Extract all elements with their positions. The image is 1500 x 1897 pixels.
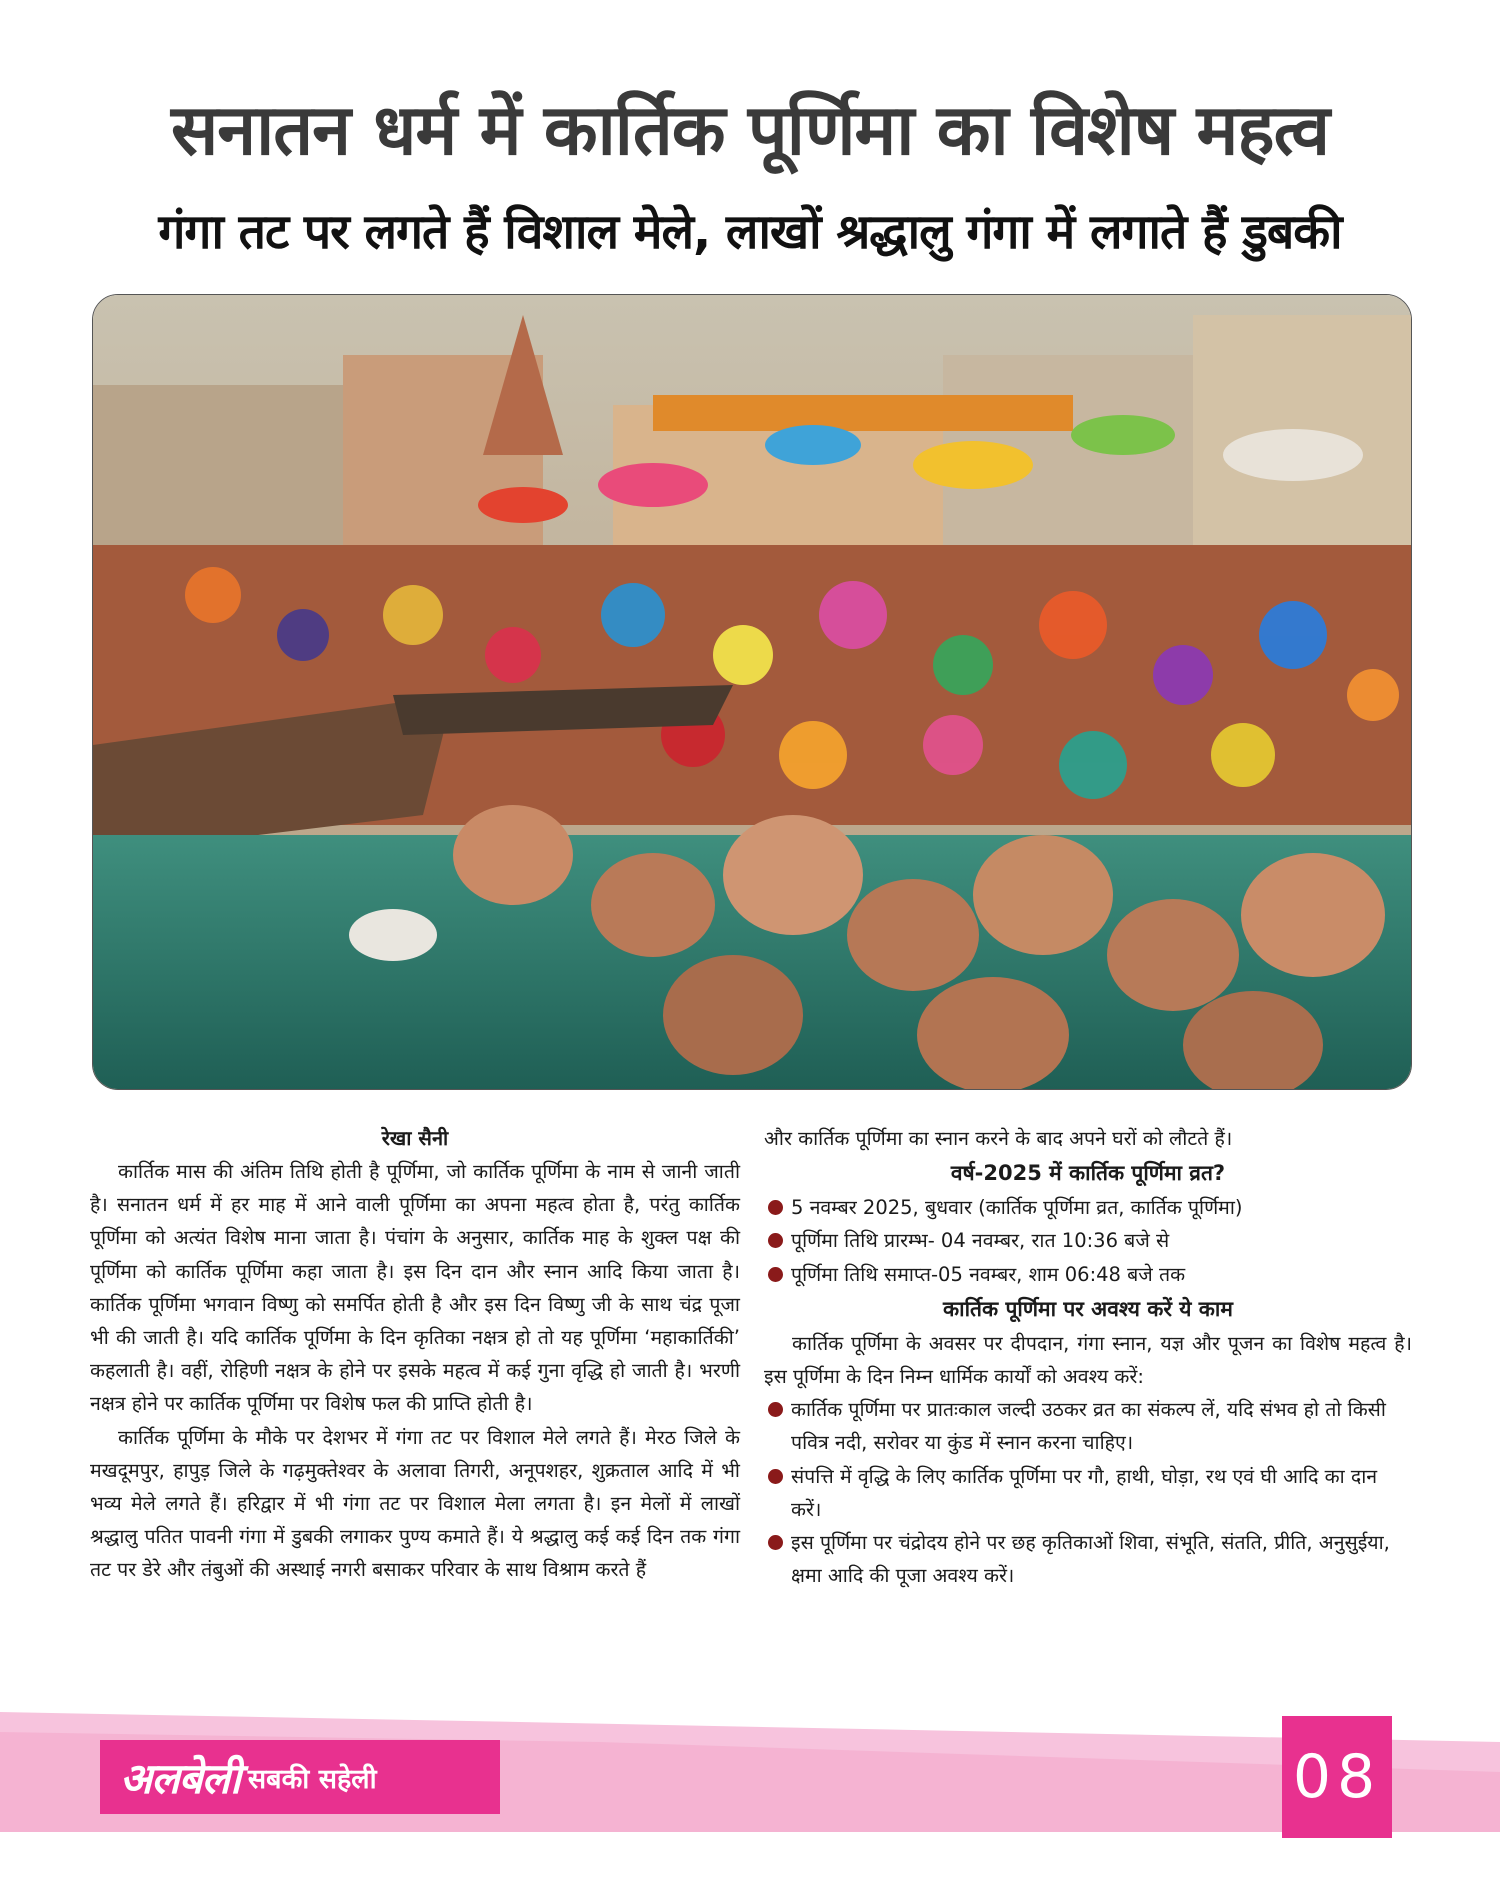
section-title-must-do: कार्तिक पूर्णिमा पर अवश्य करें ये काम — [943, 1296, 1233, 1321]
list-item-text: पूर्णिमा तिथि प्रारम्भ- 04 नवम्बर, रात 10:36 बजे से — [791, 1229, 1170, 1253]
headline: सनातन धर्म में कार्तिक पूर्णिमा का विशेष महत्व — [170, 89, 1330, 171]
list-item — [764, 1224, 1412, 1257]
bullet-icon — [768, 1233, 783, 1248]
section-title-vrat-2025: वर्ष-2025 में कार्तिक पूर्णिमा व्रत? — [950, 1161, 1226, 1186]
brand-name: अलबेली — [120, 1753, 240, 1803]
ganga-ghat-photo — [92, 294, 1412, 1090]
article-column-right — [764, 1122, 1412, 1592]
bullet-icon — [768, 1200, 783, 1215]
article-continuation: और कार्तिक पूर्णिमा का स्नान करने के बाद अपने घरों को लौटते हैं। — [764, 1127, 1233, 1150]
article-paragraph: कार्तिक मास की अंतिम तिथि होती है पूर्णिमा, जो कार्तिक पूर्णिमा के नाम से जानी जाती है। सनातन धर्म में हर माह में आने वाली पूर्णिमा का अपना महत्व होता है, परंतु कार्तिक पूर्णिमा को अत्यंत विशेष माना जाता है। पंचांग के अनुसार, कार्तिक माह के शुक्ल पक्ष की पूर्णिमा को कार्तिक पूर्णिमा कहा जाता है। इस दिन दान और स्नान आदि किया जाता है। कार्तिक पूर्णिमा भगवान विष्णु को समर्पित होती है और इस दिन विष्णु जी के साथ चंद्र पूजा भी की जाती है। यदि कार्तिक पूर्णिमा के दिन कृतिका नक्षत्र हो तो यह पूर्णिमा ‘महाकार्तिकी’ कहलाती है। वहीं, रोहिणी नक्षत्र के होने पर इसके महत्व में कई गुना वृद्धि हो जाती है। भरणी नक्षत्र होने पर कार्तिक पूर्णिमा पर विशेष फल की प्राप्ति होती है। — [90, 1160, 740, 1416]
bullet-icon — [768, 1469, 783, 1484]
list-item-text: पूर्णिमा तिथि समाप्त-05 नवम्बर, शाम 06:48 बजे तक — [791, 1262, 1186, 1286]
list-item-text: कार्तिक पूर्णिमा पर प्रातःकाल जल्दी उठकर व्रत का संकल्प लें, यदि संभव हो तो किसी पवित्र नदी, सरोवर या कुंड में स्नान करना चाहिए। — [791, 1398, 1386, 1455]
bullet-icon — [768, 1402, 783, 1417]
magazine-brand — [100, 1740, 500, 1814]
article-paragraph: कार्तिक पूर्णिमा के अवसर पर दीपदान, गंगा स्नान, यज्ञ और पूजन का विशेष महत्व है। इस पूर्णिमा के दिन निम्न धार्मिक कार्यों को अवश्य करें: — [764, 1331, 1412, 1389]
bullet-icon — [768, 1535, 783, 1550]
list-item-text: 5 नवम्बर 2025, बुधवार (कार्तिक पूर्णिमा व्रत, कार्तिक पूर्णिमा) — [791, 1196, 1243, 1220]
list-item — [764, 1258, 1412, 1291]
article-paragraph: कार्तिक पूर्णिमा के मौके पर देशभर में गंगा तट पर विशाल मेले लगते हैं। मेरठ जिले के मखदूमपुर, हापुड़ जिले के गढ़मुक्तेश्वर के अलावा तिगरी, अनूपशहर, शुक्रताल आदि में भी भव्य मेले लगते हैं। हरिद्वार में भी गंगा तट पर विशाल मेला लगता है। इन मेलों में लाखों श्रद्धालु पतित पावनी गंगा में डुबकी लगाकर पुण्य कमाते हैं। ये श्रद्धालु कई कई दिन तक गंगा तट पर डेरे और तंबुओं की अस्थाई नगरी बसाकर परिवार के साथ विश्राम करते हैं — [90, 1425, 740, 1582]
page-number: 08 — [1282, 1716, 1392, 1838]
subheadline: गंगा तट पर लगते हैं विशाल मेले, लाखों श्रद्धालु गंगा में लगाते हैं डुबकी — [158, 204, 1342, 260]
bullet-icon — [768, 1267, 783, 1282]
article-column-left — [90, 1122, 740, 1587]
list-item — [764, 1460, 1412, 1526]
brand-tagline: सबकी सहेली — [247, 1763, 377, 1795]
list-item — [764, 1191, 1412, 1224]
list-item — [764, 1526, 1412, 1592]
list-item-text: इस पूर्णिमा पर चंद्रोदय होने पर छह कृतिकाओं शिवा, संभूति, संतति, प्रीति, अनुसुईया, क्षमा आदि की पूजा अवश्य करें। — [791, 1531, 1390, 1588]
list-item-text: संपत्ति में वृद्धि के लिए कार्तिक पूर्णिमा पर गौ, हाथी, घोड़ा, रथ एवं घी आदि का दान करें। — [791, 1464, 1378, 1521]
byline: रेखा सैनी — [381, 1126, 449, 1150]
list-item — [764, 1393, 1412, 1459]
